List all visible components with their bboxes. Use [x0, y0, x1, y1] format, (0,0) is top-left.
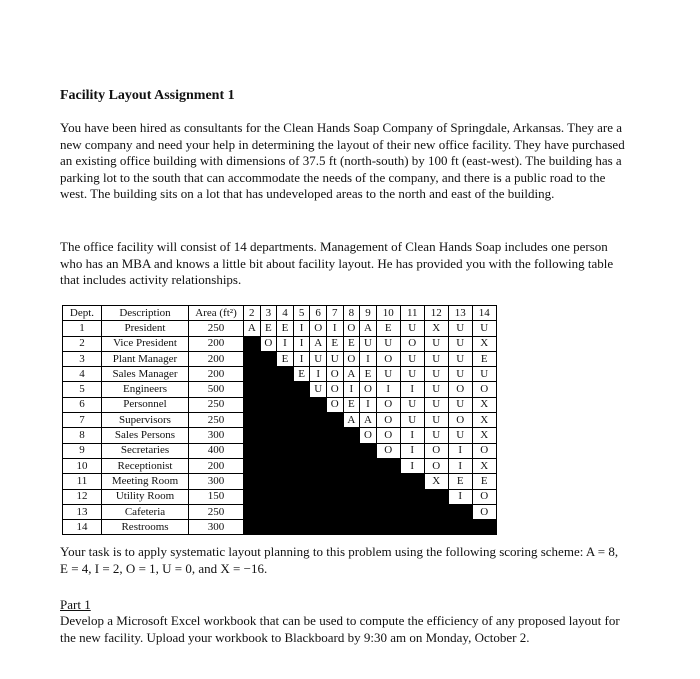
relationship-cell: U [448, 367, 472, 382]
relationship-cell: U [310, 382, 327, 397]
blocked-cell [277, 397, 294, 412]
blocked-cell [343, 474, 360, 489]
description-cell: Personnel [102, 397, 189, 412]
blocked-cell [326, 520, 343, 535]
relationship-cell: I [360, 397, 377, 412]
relationship-cell: E [277, 351, 294, 366]
table-row [63, 489, 497, 504]
blocked-cell [244, 382, 261, 397]
relationship-cell: U [424, 397, 448, 412]
relationship-cell: U [376, 336, 400, 351]
blocked-cell [400, 474, 424, 489]
blocked-cell [277, 504, 294, 519]
dept-number-cell: 7 [63, 413, 102, 428]
relationship-cell: E [472, 474, 496, 489]
blocked-cell [277, 520, 294, 535]
document-title: Facility Layout Assignment 1 [60, 88, 235, 103]
relationship-cell: I [448, 489, 472, 504]
blocked-cell [244, 443, 261, 458]
blocked-cell [326, 428, 343, 443]
blocked-cell [376, 458, 400, 473]
blocked-cell [244, 428, 261, 443]
relationship-cell: O [472, 382, 496, 397]
task-paragraph: Your task is to apply systematic layout planning to this problem using the following scoring scheme: A = 8, E = 4, I = 2, O = 1, U = 0, and X = −16. [60, 544, 619, 576]
relationship-cell: X [472, 336, 496, 351]
header-col-6: 6 [310, 306, 327, 321]
blocked-cell [293, 489, 310, 504]
relationship-cell: O [326, 367, 343, 382]
blocked-cell [343, 443, 360, 458]
header-col-4: 4 [277, 306, 294, 321]
blocked-cell [326, 443, 343, 458]
header-col-14: 14 [472, 306, 496, 321]
blocked-cell [277, 443, 294, 458]
relationship-cell: E [326, 336, 343, 351]
relationship-cell: U [448, 428, 472, 443]
relationship-cell: O [472, 504, 496, 519]
header-col-3: 3 [260, 306, 277, 321]
blocked-cell [260, 489, 277, 504]
relationship-cell: O [310, 321, 327, 336]
dept-number-cell: 2 [63, 336, 102, 351]
blocked-cell [376, 504, 400, 519]
relationship-cell: I [448, 443, 472, 458]
blocked-cell [360, 443, 377, 458]
dept-number-cell: 13 [63, 504, 102, 519]
dept-number-cell: 14 [63, 520, 102, 535]
relationship-cell: O [448, 382, 472, 397]
relationship-cell: O [260, 336, 277, 351]
dept-number-cell: 5 [63, 382, 102, 397]
relationship-cell: X [472, 458, 496, 473]
header-col-9: 9 [360, 306, 377, 321]
relationship-cell: U [424, 336, 448, 351]
dept-number-cell: 10 [63, 458, 102, 473]
blocked-cell [277, 474, 294, 489]
relationship-cell: O [376, 413, 400, 428]
blocked-cell [244, 367, 261, 382]
relationship-cell: U [376, 367, 400, 382]
relationship-cell: U [400, 321, 424, 336]
relationship-cell: A [360, 321, 377, 336]
blocked-cell [326, 458, 343, 473]
blocked-cell [260, 520, 277, 535]
relationship-cell: I [400, 443, 424, 458]
relationship-cell: U [448, 397, 472, 412]
relationship-cell: O [360, 382, 377, 397]
blocked-cell [277, 489, 294, 504]
relationship-cell: I [293, 336, 310, 351]
blocked-cell [260, 367, 277, 382]
relationship-cell: A [343, 367, 360, 382]
blocked-cell [293, 474, 310, 489]
table-row [63, 321, 497, 336]
table-row [63, 428, 497, 443]
blocked-cell [277, 382, 294, 397]
dept-number-cell: 8 [63, 428, 102, 443]
relationship-cell: O [376, 443, 400, 458]
area-cell: 300 [189, 520, 244, 535]
blocked-cell [360, 474, 377, 489]
table-row [63, 474, 497, 489]
blocked-cell [293, 428, 310, 443]
dept-number-cell: 9 [63, 443, 102, 458]
area-cell: 250 [189, 413, 244, 428]
header-description: Description [102, 306, 189, 321]
relationship-cell: E [343, 336, 360, 351]
blocked-cell [260, 413, 277, 428]
relationship-cell: U [400, 397, 424, 412]
blocked-cell [310, 413, 327, 428]
description-cell: Sales Persons [102, 428, 189, 443]
relationship-cell: O [376, 428, 400, 443]
blocked-cell [260, 351, 277, 366]
table-row [63, 413, 497, 428]
header-col-5: 5 [293, 306, 310, 321]
description-cell: Meeting Room [102, 474, 189, 489]
relationship-cell: O [424, 443, 448, 458]
blocked-cell [244, 397, 261, 412]
relationship-cell: I [360, 351, 377, 366]
blocked-cell [310, 520, 327, 535]
relationship-cell: O [376, 351, 400, 366]
table-row [63, 351, 497, 366]
relationship-cell: U [472, 321, 496, 336]
relationship-cell: O [326, 397, 343, 412]
blocked-cell [244, 413, 261, 428]
description-cell: Cafeteria [102, 504, 189, 519]
area-cell: 150 [189, 489, 244, 504]
relationship-cell: I [448, 458, 472, 473]
relationship-cell: X [424, 321, 448, 336]
relationship-cell: O [472, 443, 496, 458]
header-col-8: 8 [343, 306, 360, 321]
relationship-cell: U [448, 351, 472, 366]
blocked-cell [343, 458, 360, 473]
relationship-cell: U [424, 413, 448, 428]
table-row [63, 504, 497, 519]
blocked-cell [424, 504, 448, 519]
activity-relationship-table [62, 305, 497, 535]
blocked-cell [244, 520, 261, 535]
dept-number-cell: 4 [63, 367, 102, 382]
relationship-cell: E [277, 321, 294, 336]
blocked-cell [360, 489, 377, 504]
blocked-cell [310, 474, 327, 489]
blocked-cell [343, 428, 360, 443]
relationship-cell: O [424, 458, 448, 473]
blocked-cell [277, 428, 294, 443]
part1-heading: Part 1 [60, 597, 91, 612]
blocked-cell [244, 489, 261, 504]
blocked-cell [343, 520, 360, 535]
relationship-cell: E [260, 321, 277, 336]
area-cell: 200 [189, 367, 244, 382]
blocked-cell [310, 443, 327, 458]
blocked-cell [260, 397, 277, 412]
blocked-cell [376, 474, 400, 489]
header-col-7: 7 [326, 306, 343, 321]
table-row [63, 336, 497, 351]
blocked-cell [310, 504, 327, 519]
blocked-cell [260, 458, 277, 473]
relationship-cell: O [448, 413, 472, 428]
blocked-cell [310, 428, 327, 443]
blocked-cell [343, 504, 360, 519]
blocked-cell [448, 520, 472, 535]
blocked-cell [244, 458, 261, 473]
area-cell: 400 [189, 443, 244, 458]
relationship-cell: U [400, 367, 424, 382]
blocked-cell [293, 443, 310, 458]
relationship-cell: I [310, 367, 327, 382]
blocked-cell [360, 520, 377, 535]
relationship-cell: U [424, 428, 448, 443]
relationship-cell: U [424, 382, 448, 397]
relationship-cell: E [343, 397, 360, 412]
relationship-cell: O [343, 321, 360, 336]
blocked-cell [293, 397, 310, 412]
relationship-cell: E [448, 474, 472, 489]
blocked-cell [376, 489, 400, 504]
area-cell: 250 [189, 504, 244, 519]
blocked-cell [244, 336, 261, 351]
blocked-cell [376, 520, 400, 535]
blocked-cell [260, 382, 277, 397]
description-cell: Restrooms [102, 520, 189, 535]
blocked-cell [400, 504, 424, 519]
relationship-cell: O [400, 336, 424, 351]
blocked-cell [293, 520, 310, 535]
description-cell: Utility Room [102, 489, 189, 504]
area-cell: 200 [189, 458, 244, 473]
blocked-cell [424, 520, 448, 535]
dept-number-cell: 6 [63, 397, 102, 412]
description-cell: Plant Manager [102, 351, 189, 366]
description-cell: Sales Manager [102, 367, 189, 382]
blocked-cell [326, 474, 343, 489]
relationship-cell: U [326, 351, 343, 366]
relationship-cell: U [448, 336, 472, 351]
header-col-10: 10 [376, 306, 400, 321]
blocked-cell [310, 397, 327, 412]
header-col-11: 11 [400, 306, 424, 321]
description-cell: Vice President [102, 336, 189, 351]
area-cell: 250 [189, 321, 244, 336]
relationship-cell: I [293, 321, 310, 336]
dept-number-cell: 11 [63, 474, 102, 489]
relationship-cell: U [360, 336, 377, 351]
blocked-cell [277, 413, 294, 428]
relationship-cell: E [360, 367, 377, 382]
description-cell: Supervisors [102, 413, 189, 428]
relationship-cell: I [326, 321, 343, 336]
relationship-cell: X [424, 474, 448, 489]
relationship-cell: X [472, 428, 496, 443]
dept-number-cell: 12 [63, 489, 102, 504]
relationship-cell: O [472, 489, 496, 504]
blocked-cell [260, 504, 277, 519]
table-row [63, 520, 497, 535]
blocked-cell [293, 458, 310, 473]
blocked-cell [360, 458, 377, 473]
blocked-cell [424, 489, 448, 504]
blocked-cell [400, 520, 424, 535]
area-cell: 300 [189, 474, 244, 489]
part1-paragraph: Develop a Microsoft Excel workbook that can be used to compute the efficiency of any proposed layout for the new facility. Upload your workbook to Blackboard by 9:30 am on Monday, October 2. [60, 613, 620, 645]
table-row [63, 367, 497, 382]
relationship-cell: O [343, 351, 360, 366]
relationship-cell: A [244, 321, 261, 336]
relationship-cell: O [376, 397, 400, 412]
table-header-row [63, 306, 497, 321]
relationship-cell: U [424, 367, 448, 382]
dept-number-cell: 1 [63, 321, 102, 336]
blocked-cell [326, 489, 343, 504]
blocked-cell [293, 504, 310, 519]
blocked-cell [293, 382, 310, 397]
relationship-cell: X [472, 397, 496, 412]
area-cell: 500 [189, 382, 244, 397]
relationship-cell: E [293, 367, 310, 382]
header-col-13: 13 [448, 306, 472, 321]
header-col-2: 2 [244, 306, 261, 321]
relationship-cell: I [343, 382, 360, 397]
intro-paragraph: You have been hired as consultants for the Clean Hands Soap Company of Springdale, Arkansas. They are a new company and need your help in determining the layout of their new office facility. They have purchased an existing office building with dimensions of 37.5 ft (north-south) by 100 ft (east-west). The building has a parking lot to the south that can accommodate the needs of the company, and there is a public road to the west. The building sits on a lot that has undeveloped areas to the north and east of the building. [60, 120, 625, 202]
description-cell: Engineers [102, 382, 189, 397]
relationship-cell: U [424, 351, 448, 366]
departments-paragraph: The office facility will consist of 14 departments. Management of Clean Hands Soap includes one person who has an MBA and knows a little bit about facility layout. He has provided you with the following table that includes activity relationships. [60, 239, 614, 288]
relationship-cell: U [310, 351, 327, 366]
relationship-cell: U [400, 413, 424, 428]
table-row [63, 458, 497, 473]
table-row [63, 443, 497, 458]
relationship-cell: I [400, 428, 424, 443]
blocked-cell [277, 367, 294, 382]
relationship-cell: U [448, 321, 472, 336]
area-cell: 200 [189, 336, 244, 351]
relationship-cell: U [400, 351, 424, 366]
blocked-cell [260, 443, 277, 458]
header-col-12: 12 [424, 306, 448, 321]
blocked-cell [326, 504, 343, 519]
blocked-cell [448, 504, 472, 519]
blocked-cell [472, 520, 496, 535]
area-cell: 300 [189, 428, 244, 443]
dept-number-cell: 3 [63, 351, 102, 366]
header-area: Area (ft²) [189, 306, 244, 321]
blocked-cell [244, 351, 261, 366]
blocked-cell [244, 504, 261, 519]
blocked-cell [277, 458, 294, 473]
description-cell: Secretaries [102, 443, 189, 458]
description-cell: President [102, 321, 189, 336]
area-cell: 200 [189, 351, 244, 366]
area-cell: 250 [189, 397, 244, 412]
blocked-cell [260, 474, 277, 489]
blocked-cell [244, 474, 261, 489]
blocked-cell [326, 413, 343, 428]
blocked-cell [400, 489, 424, 504]
relationship-cell: O [360, 428, 377, 443]
relationship-cell: U [472, 367, 496, 382]
relationship-cell: I [277, 336, 294, 351]
relationship-cell: I [400, 382, 424, 397]
table-row [63, 382, 497, 397]
relationship-cell: I [293, 351, 310, 366]
blocked-cell [360, 504, 377, 519]
relationship-cell: O [326, 382, 343, 397]
relationship-cell: E [376, 321, 400, 336]
description-cell: Receptionist [102, 458, 189, 473]
relationship-cell: I [376, 382, 400, 397]
relationship-cell: E [472, 351, 496, 366]
relationship-cell: X [472, 413, 496, 428]
blocked-cell [260, 428, 277, 443]
blocked-cell [293, 413, 310, 428]
header-dept: Dept. [63, 306, 102, 321]
relationship-cell: I [400, 458, 424, 473]
blocked-cell [310, 458, 327, 473]
table-row [63, 397, 497, 412]
relationship-cell: A [343, 413, 360, 428]
blocked-cell [310, 489, 327, 504]
blocked-cell [343, 489, 360, 504]
relationship-cell: A [310, 336, 327, 351]
relationship-cell: A [360, 413, 377, 428]
